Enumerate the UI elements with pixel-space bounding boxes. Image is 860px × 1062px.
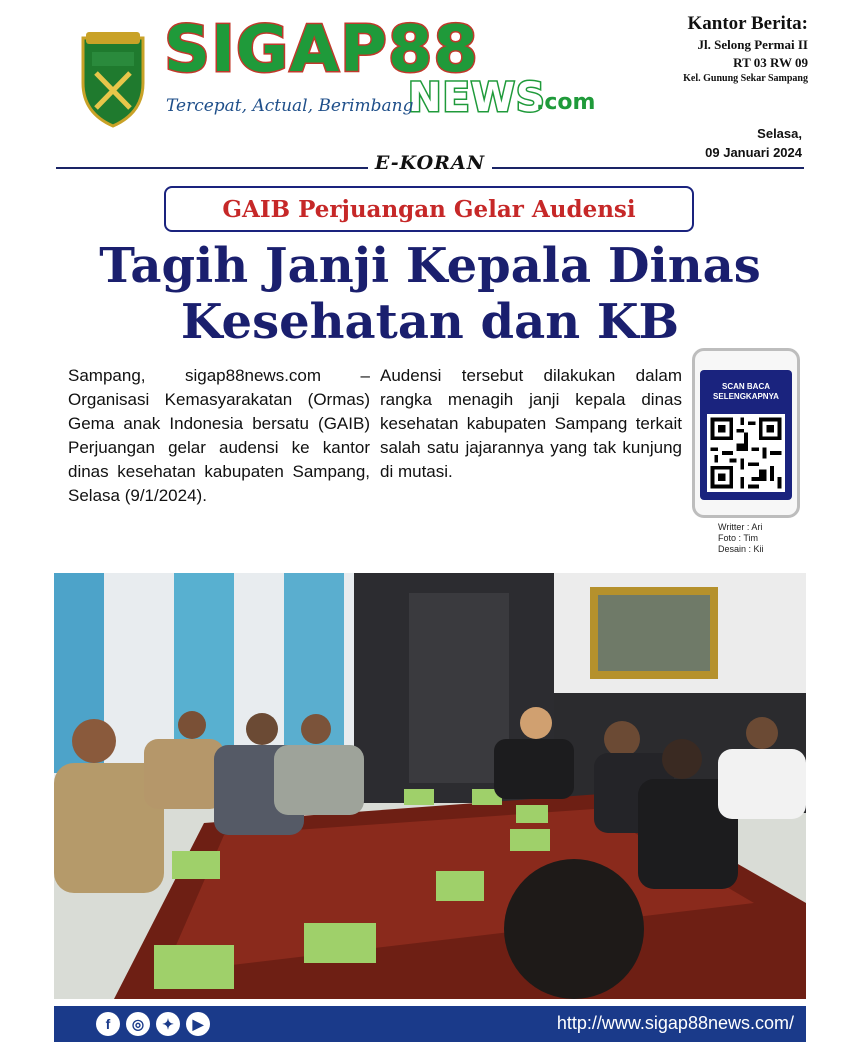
- article-kicker: GAIB Perjuangan Gelar Audensi: [222, 195, 636, 223]
- headline-line: Kesehatan dan KB: [180, 294, 680, 350]
- office-line: Jl. Selong Permai II: [697, 37, 808, 52]
- qr-code-icon[interactable]: [707, 414, 785, 492]
- office-line: Kel. Gunung Sekar Sampang: [683, 73, 808, 84]
- article-column-2: Audensi tersebut dilakukan dalam rangka menagih janji kepala dinas kesehatan kabupaten Sampang terkait salah satu jajarannya yang tak kunjung di mutasi.: [380, 366, 682, 481]
- brand-tagline: Tercepat, Actual, Berimbang: [166, 96, 414, 116]
- logo-shield-icon: [78, 28, 148, 128]
- credit-writer: Writter : Ari: [718, 522, 763, 532]
- office-address: [683, 12, 808, 86]
- scan-caption-line: SCAN BACA: [722, 382, 770, 391]
- article-column-1: Sampang, sigap88news.com – Organisasi Kemasyarakatan (Ormas) Gema anak Indonesia bersatu (GAIB) Perjuangan gelar audensi ke kantor dinas kesehatan kabupaten Sampang, Selasa (9/1/2024).: [68, 366, 370, 505]
- section-label: E-KORAN: [374, 152, 486, 174]
- divider: [492, 167, 804, 169]
- instagram-icon[interactable]: ◎: [126, 1012, 150, 1036]
- credit-design: Desain : Kii: [718, 544, 764, 554]
- youtube-icon[interactable]: ▶: [186, 1012, 210, 1036]
- twitter-icon[interactable]: ✦: [156, 1012, 180, 1036]
- website-link[interactable]: http://www.sigap88news.com/: [556, 1013, 794, 1033]
- scan-caption: [700, 382, 792, 402]
- kicker-box: [164, 186, 694, 232]
- issue-full-date: 09 Januari 2024: [705, 145, 802, 160]
- article-headline: [40, 238, 820, 350]
- divider: [56, 167, 368, 169]
- issue-day: Selasa,: [757, 126, 802, 141]
- issue-date: [705, 124, 802, 162]
- brand-domain: .com: [536, 90, 596, 115]
- office-title: Kantor Berita:: [687, 13, 808, 34]
- brand-news: NEWS: [408, 75, 546, 121]
- facebook-icon[interactable]: f: [96, 1012, 120, 1036]
- office-line: RT 03 RW 09: [733, 55, 808, 70]
- brand-name: SIGAP88: [164, 13, 479, 87]
- meeting-photo: [54, 573, 806, 999]
- credit-photo: Foto : Tim: [718, 533, 759, 543]
- credits: [718, 522, 764, 555]
- scan-caption-line: SELENGKAPNYA: [713, 392, 779, 401]
- headline-line: Tagih Janji Kepala Dinas: [99, 238, 761, 294]
